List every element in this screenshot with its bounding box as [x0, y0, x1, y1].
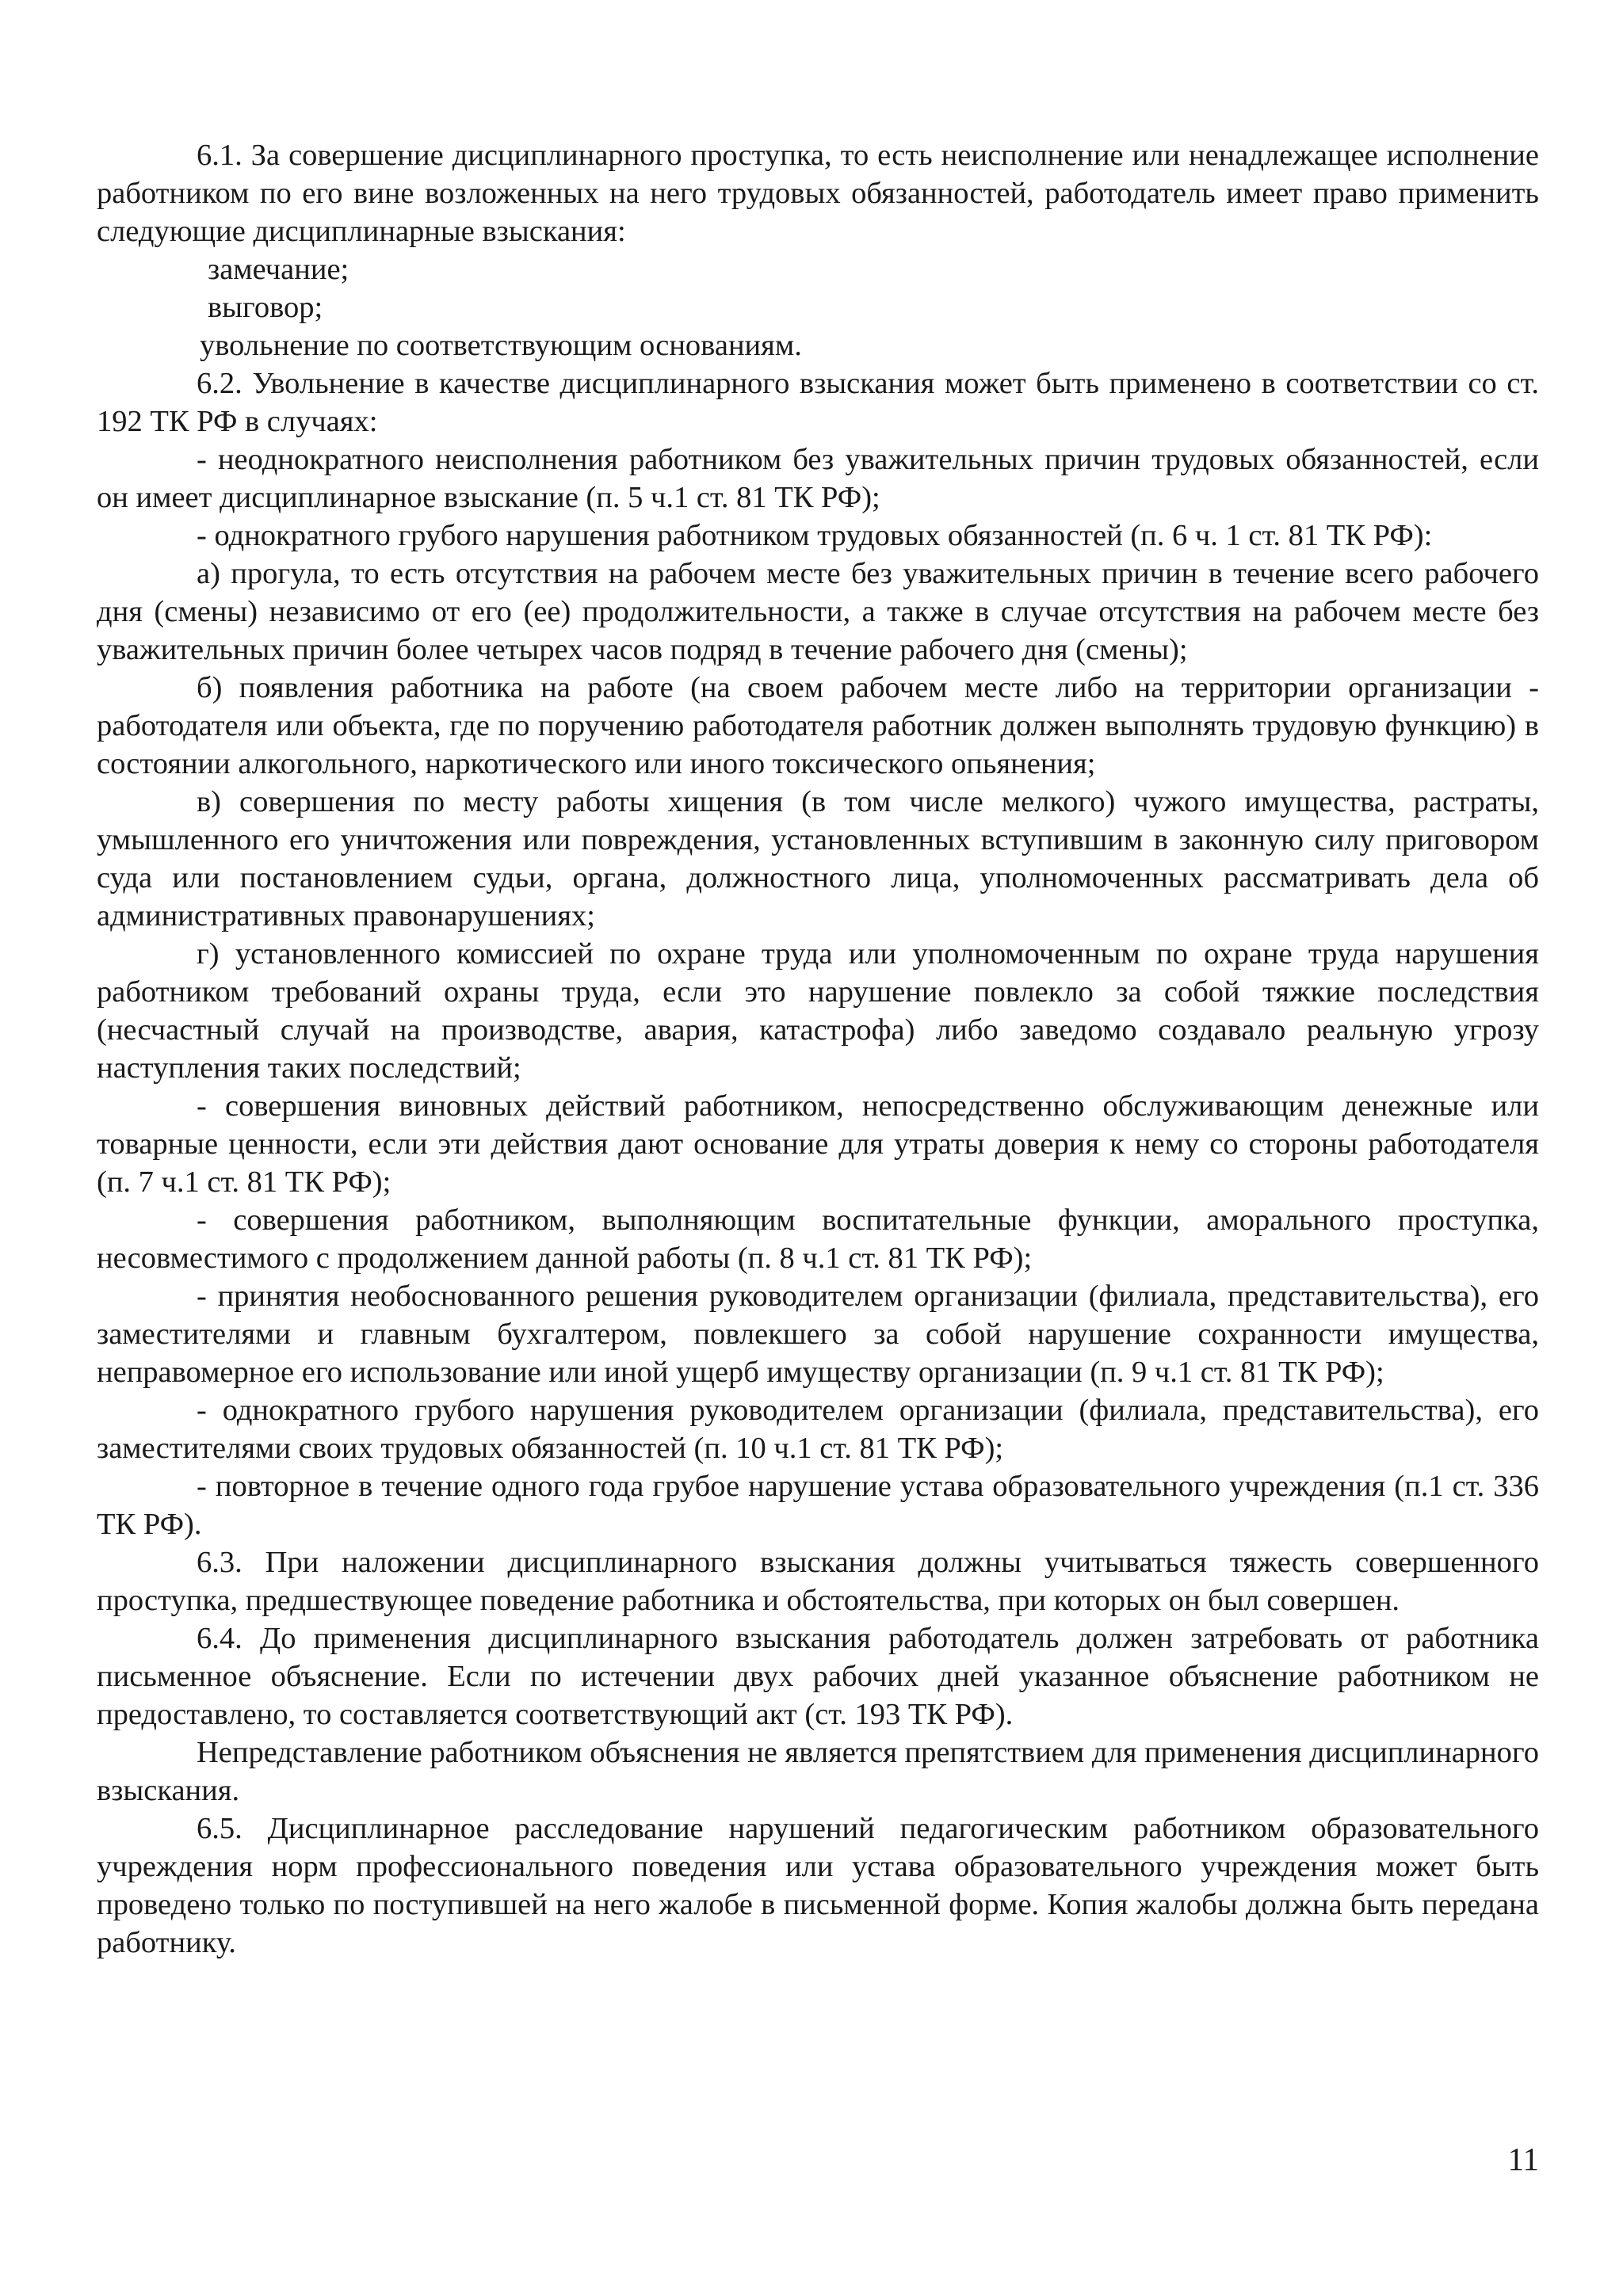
- paragraph: 6.4. До применения дисциплинарного взыскания работодатель должен затребовать от работника письменное объяснение. Если по истечении двух рабочих дней указанное объяснение работником не предоставлено, то составляется соответствующий акт (ст. 193 ТК РФ).: [97, 1622, 1539, 1731]
- paragraph: 6.1. За совершение дисциплинарного проступка, то есть неисполнение или ненадлежащее исполнение работником по его вине возложенных на него трудовых обязанностей, работодатель имеет право применить следующие дисциплинарные взыскания:: [97, 139, 1539, 248]
- paragraph: - неоднократного неисполнения работником без уважительных причин трудовых обязанностей, если он имеет дисциплинарное взыскание (п. 5 ч.1 ст. 81 ТК РФ);: [97, 443, 1539, 514]
- paragraph: 6.2. Увольнение в качестве дисциплинарного взыскания может быть применено в соответствии со ст. 192 ТК РФ в случаях:: [97, 367, 1539, 438]
- paragraph: г) установленного комиссией по охране труда или уполномоченным по охране труда нарушения работником требований охраны труда, если это нарушение повлекло за собой тяжкие последствия (несчастный случай на производстве, авария, катастрофа) либо заведомо создавало реальную угрозу наступления таких последствий;: [97, 937, 1539, 1085]
- paragraph: - однократного грубого нарушения работником трудовых обязанностей (п. 6 ч. 1 ст. 81 ТК РФ):: [197, 519, 1433, 552]
- paragraph: 6.3. При наложении дисциплинарного взыскания должны учитываться тяжесть совершенного проступка, предшествующее поведение работника и обстоятельства, при которых он был совершен.: [97, 1546, 1539, 1617]
- paragraph: а) прогула, то есть отсутствия на рабочем месте без уважительных причин в течение всего рабочего дня (смены) независимо от его (ее) продолжительности, а также в случае отсутствия на рабочем месте без уважительных причин более четырех часов подряд в течение рабочего дня (смены);: [97, 557, 1539, 666]
- document-body: [97, 136, 1539, 1962]
- paragraph: - совершения виновных действий работником, непосредственно обслуживающим денежные или товарные ценности, если эти действия дают основание для утраты доверия к нему со стороны работодателя (п. 7 ч.1 ст. 81 ТК РФ);: [97, 1089, 1539, 1199]
- paragraph: - принятия необоснованного решения руководителем организации (филиала, представительства), его заместителями и главным бухгалтером, повлекшего за собой нарушение сохранности имущества, неправомерное его использование или иной ущерб имуществу организации (п. 9 ч.1 ст. 81 ТК РФ);: [97, 1280, 1539, 1389]
- paragraph: - повторное в течение одного года грубое нарушение устава образовательного учреждения (п.1 ст. 336 ТК РФ).: [97, 1470, 1539, 1541]
- paragraph: Непредставление работником объяснения не является препятствием для применения дисциплинарного взыскания.: [97, 1736, 1539, 1807]
- paragraph: в) совершения по месту работы хищения (в том числе мелкого) чужого имущества, растраты, умышленного его уничтожения или повреждения, установленных вступившим в законную силу приговором суда или постановлением судьи, органа, должностного лица, уполномоченных рассматривать дела об административных правонарушениях;: [97, 785, 1539, 933]
- list-item: выговор;: [208, 291, 323, 324]
- paragraph: 6.5. Дисциплинарное расследование нарушений педагогическим работником образовательного учреждения норм профессионального поведения или устава образовательного учреждения может быть проведено только по поступившей на него жалобе в письменной форме. Копия жалобы должна быть передана работнику.: [97, 1812, 1539, 1959]
- page-number: 11: [1507, 2141, 1539, 2177]
- list-item: увольнение по соответствующим основаниям.: [200, 329, 802, 362]
- paragraph: - совершения работником, выполняющим воспитательные функции, аморального проступка, несовместимого с продолжением данной работы (п. 8 ч.1 ст. 81 ТК РФ);: [97, 1203, 1539, 1275]
- paragraph: - однократного грубого нарушения руководителем организации (филиала, представительства), его заместителями своих трудовых обязанностей (п. 10 ч.1 ст. 81 ТК РФ);: [97, 1394, 1539, 1465]
- paragraph: б) появления работника на работе (на своем рабочем месте либо на территории организации - работодателя или объекта, где по поручению работодателя работник должен выполнять трудовую функцию) в состоянии алкогольного, наркотического или иного токсического опьянения;: [97, 671, 1539, 780]
- list-item: замечание;: [208, 253, 349, 286]
